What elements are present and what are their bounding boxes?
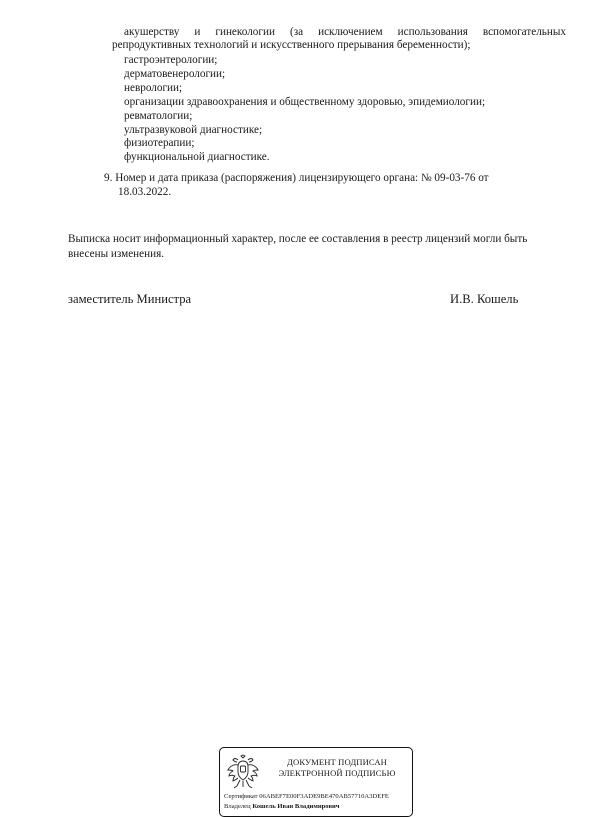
coat-of-arms-icon (226, 754, 260, 790)
stamp-title (264, 757, 410, 779)
list-item: ревматологии; (124, 109, 193, 122)
stamp-title-line: ДОКУМЕНТ ПОДПИСАН (287, 757, 387, 767)
list-item: дерматовенерологии; (124, 67, 226, 80)
list-item: неврологии; (124, 81, 183, 94)
list-item: ультразвуковой диагностике; (124, 123, 263, 136)
specialty-continuation: акушерству и гинекологии (за исключением использования вспомогательных репродуктивных технологий и искусственного прерывания беременности); (112, 26, 566, 51)
item-number: 9. (104, 172, 113, 184)
owner-info (224, 803, 340, 811)
list-item: гастроэнтерологии; (124, 54, 218, 66)
stamp-title-line: ЭЛЕКТРОННОЙ ПОДПИСЬЮ (278, 768, 396, 778)
certificate-label: Сертификат (224, 793, 258, 800)
list-item: физиотерапии; (124, 137, 195, 150)
owner-value: Кошель Иван Владимирович (252, 803, 340, 810)
digital-signature-stamp (219, 747, 413, 817)
signatory-name: И.В. Кошель (450, 292, 519, 306)
owner-label: Владелец (224, 803, 251, 810)
disclaimer-note: Выписка носит информационный характер, после ее составления в реестр лицензий могли быть внесены изменения. (68, 233, 528, 260)
signatory-position: заместитель Министра (68, 292, 192, 306)
order-date: 18.03.2022. (118, 186, 172, 198)
list-item: организации здравоохранения и общественному здоровью, эпидемиологии; (124, 95, 486, 108)
specialty-list (124, 54, 485, 165)
order-number-item (104, 171, 489, 199)
item-text: Номер и дата приказа (распоряжения) лицензирующего органа: № 09-03-76 от (115, 172, 489, 184)
certificate-value: 06ABEF7E00F3ADE9BE470AB57710A3DEFE (259, 793, 389, 800)
certificate-info (224, 793, 389, 801)
list-item: функциональной диагностике. (124, 151, 270, 164)
